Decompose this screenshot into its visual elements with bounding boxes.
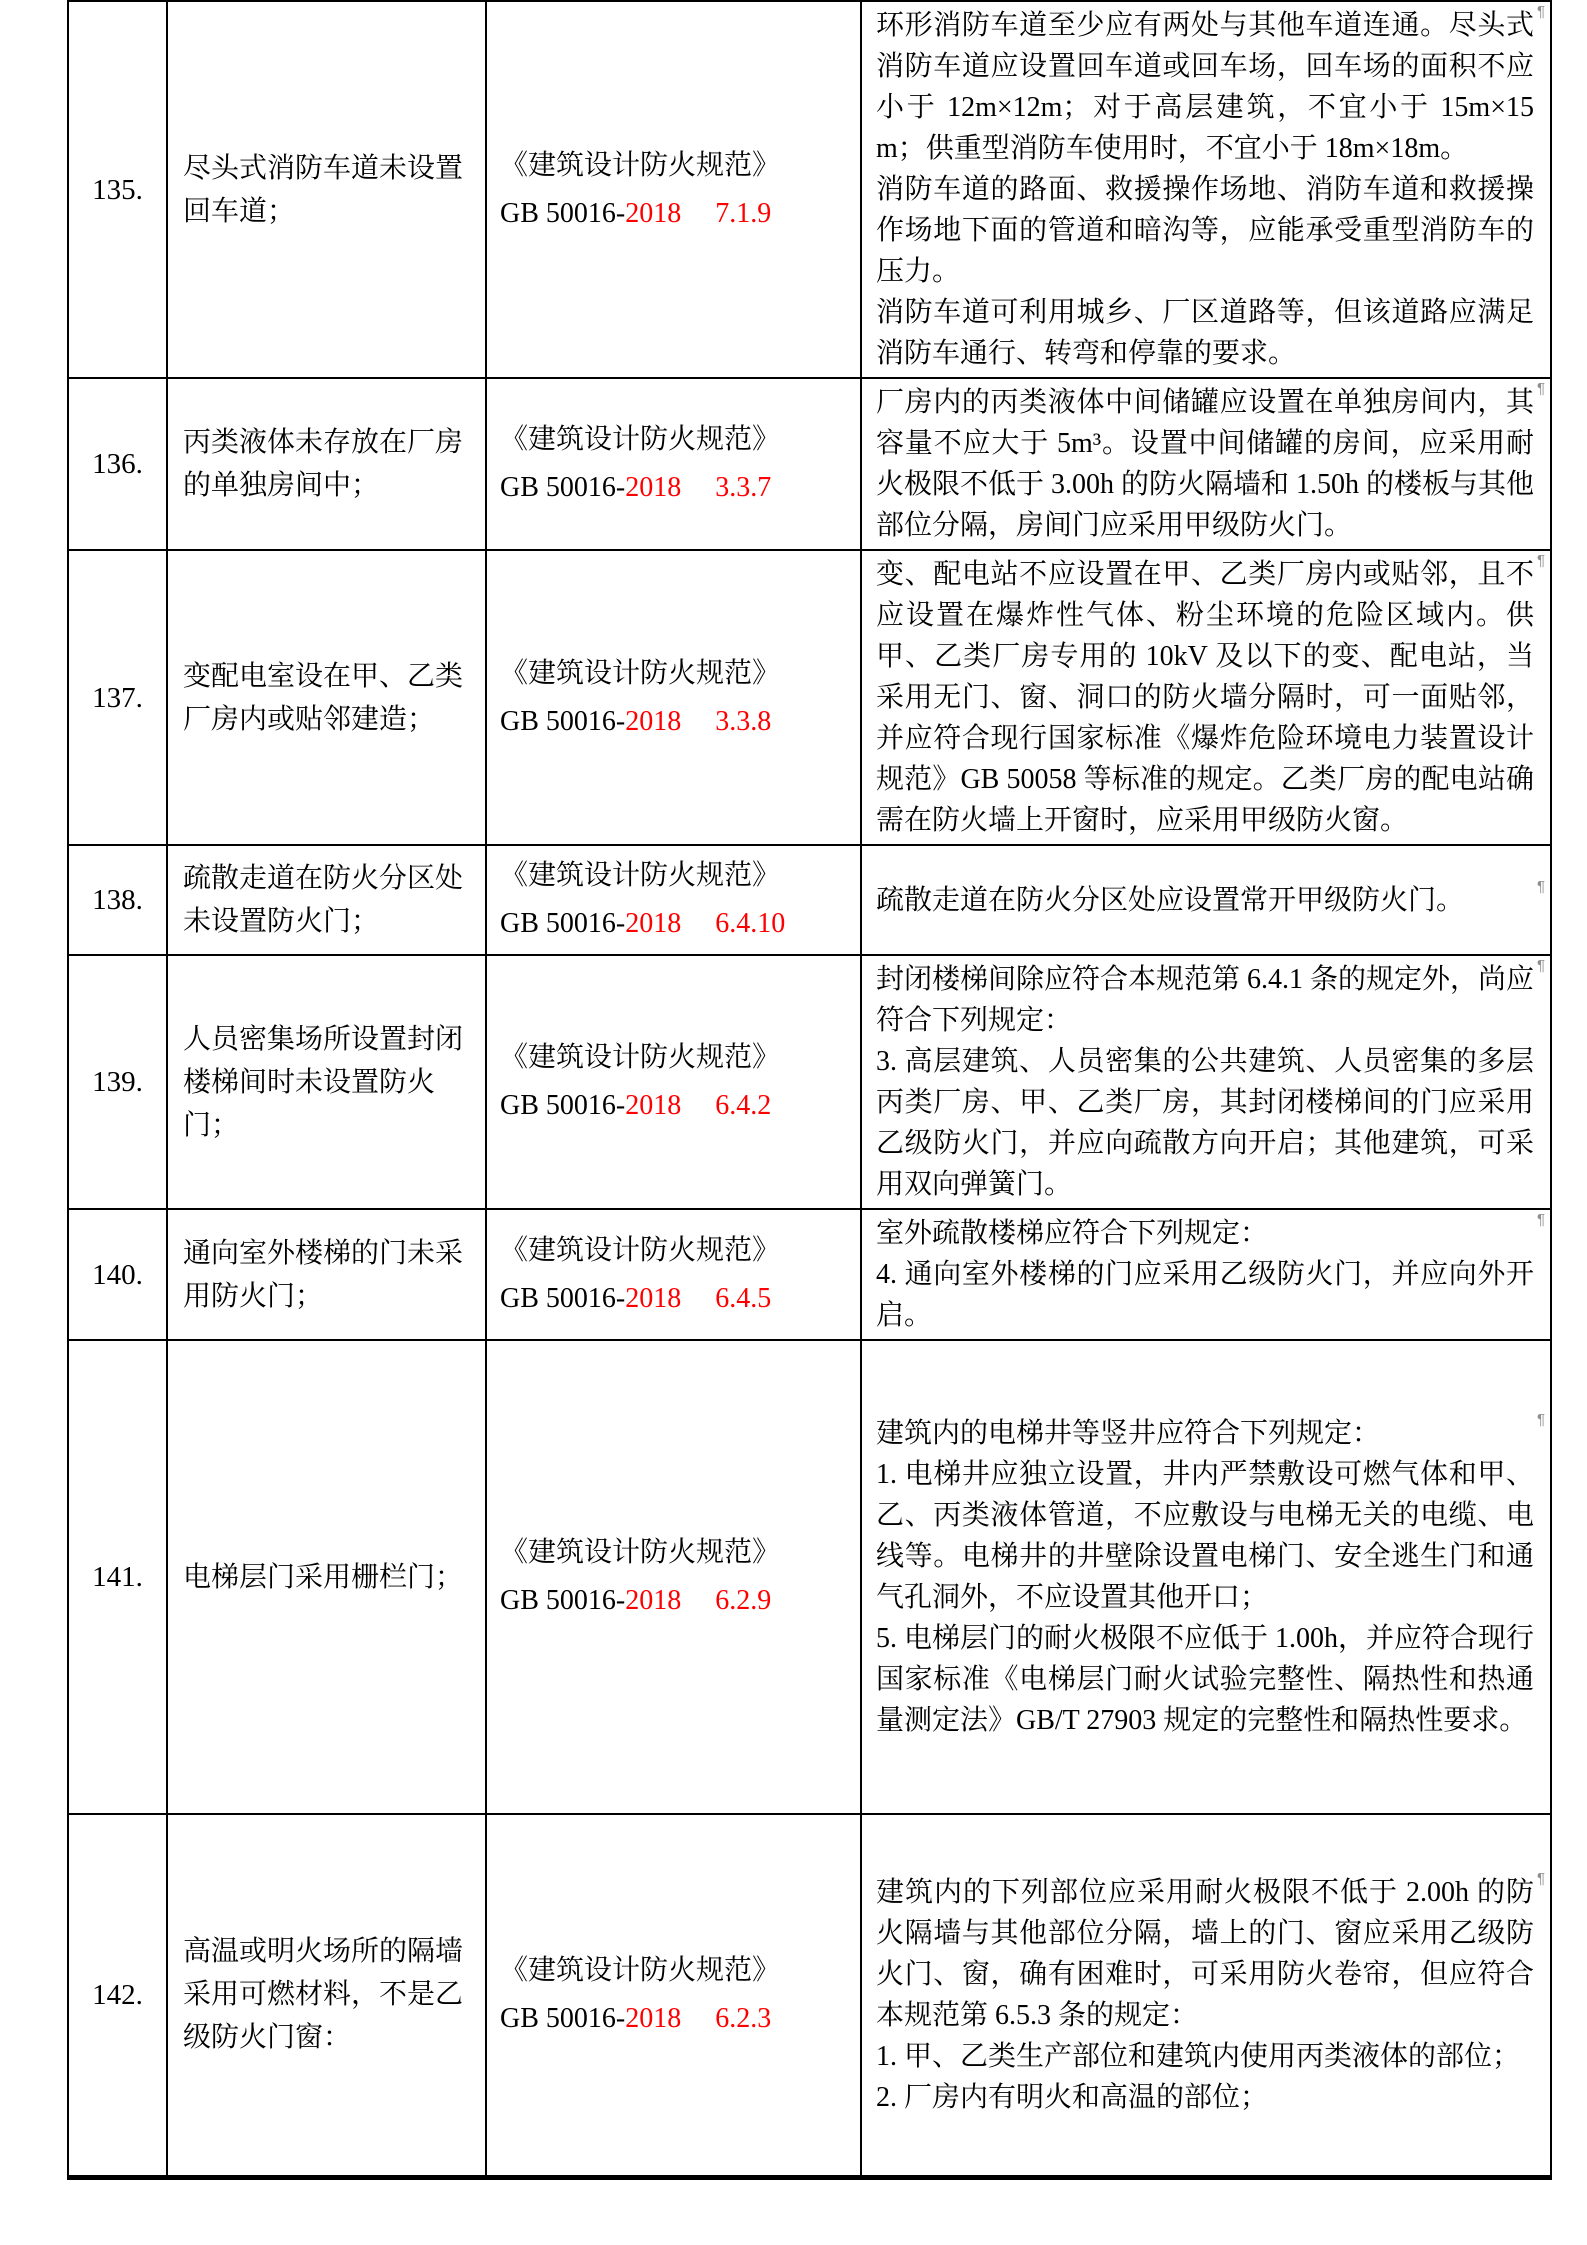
- table-row: [68, 1340, 1551, 1814]
- row-number: 140.: [92, 1258, 143, 1291]
- regulation-section-number: 6.4.5: [715, 1282, 772, 1314]
- regulation-reference-cell: [486, 550, 861, 845]
- row-number: 141.: [92, 1561, 143, 1593]
- requirement-paragraph: 5. 电梯层门的耐火极限不应低于 1.00h，并应符合现行国家标准《电梯层门耐火试验完整性、隔热性和热通量测定法》GB/T 27903 规定的完整性和隔热性要求。: [876, 1623, 1535, 1736]
- requirement-body: [876, 877, 1545, 921]
- regulation-code-prefix: GB 50016-: [500, 1090, 626, 1121]
- regulation-code-prefix: GB 50016-: [500, 472, 626, 503]
- row-number-cell: [68, 550, 167, 845]
- row-number-cell: [68, 1, 167, 378]
- paragraph-mark-icon: ¶: [1536, 3, 1545, 20]
- table-row: [68, 1814, 1551, 2177]
- requirement-cell: [861, 1209, 1551, 1340]
- problem-cell: [167, 955, 486, 1209]
- requirement-paragraph: 3. 高层建筑、人员密集的公共建筑、人员密集的多层丙类厂房、甲、乙类厂房，其封闭楼梯间的门应采用乙级防火门，并应向疏散方向开启；其他建筑，可采用双向弹簧门。: [876, 1046, 1534, 1200]
- requirement-body: [876, 1411, 1545, 1741]
- requirement-cell: [861, 955, 1551, 1209]
- regulation-code-prefix: GB 50016-: [500, 1282, 626, 1314]
- problem-text: 疏散走道在防火分区处未设置防火门；: [183, 863, 464, 937]
- requirement-body: [876, 957, 1545, 1205]
- regulation-reference-cell: [486, 1340, 861, 1814]
- requirement-paragraph: 1. 甲、乙类生产部位和建筑内使用丙类液体的部位；: [876, 2040, 1521, 2072]
- requirement-body: [876, 3, 1545, 374]
- requirement-cell: [861, 378, 1551, 550]
- requirement-body: [876, 1869, 1545, 2118]
- regulation-title: 《建筑设计防火规范》: [500, 1234, 781, 1266]
- regulation-code-year: 2018: [625, 908, 682, 939]
- requirement-paragraph: 建筑内的下列部位应采用耐火极限不低于 2.00h 的防火隔墙与其他部位分隔，墙上的门、窗应采用乙级防火门、窗，确有困难时，可采用防火卷帘，但应符合本规范第 6.5.3 条的规定：: [876, 1876, 1534, 2031]
- requirement-paragraph: 2. 厂房内有明火和高温的部位；: [876, 2081, 1269, 2113]
- requirement-body: [876, 552, 1545, 841]
- table-row: [68, 550, 1551, 845]
- regulation-code-prefix: GB 50016-: [500, 908, 626, 939]
- requirement-cell: [861, 1, 1551, 378]
- regulation-code: [500, 698, 852, 746]
- requirement-paragraph: 环形消防车道至少应有两处与其他车道连通。尽头式消防车道应设置回车道或回车场，回车场的面积不应小于 12m×12m；对于高层建筑，不宜小于 15m×15m；供重型消防车使用时，不宜小于 18m×18m。: [876, 10, 1534, 164]
- regulation-code-year: 2018: [625, 2002, 682, 2034]
- regulation-code: [500, 900, 852, 948]
- row-number-cell: [68, 1209, 167, 1340]
- regulation-title: 《建筑设计防火规范》: [500, 1042, 781, 1073]
- problem-cell: [167, 1340, 486, 1814]
- paragraph-mark-icon: ¶: [1536, 552, 1545, 569]
- row-number: 142.: [92, 1978, 143, 2011]
- requirement-paragraph: 4. 通向室外楼梯的门应采用乙级防火门，并应向外开启。: [876, 1259, 1534, 1331]
- table-row: [68, 845, 1551, 955]
- problem-text: 人员密集场所设置封闭楼梯间时未设置防火门；: [183, 1023, 464, 1141]
- problem-cell: [167, 845, 486, 955]
- regulation-reference-cell: [486, 845, 861, 955]
- regulation-section-number: 6.4.2: [715, 1090, 772, 1121]
- regulation-code: [500, 190, 852, 238]
- regulation-title: 《建筑设计防火规范》: [500, 1537, 781, 1568]
- requirement-cell: [861, 845, 1551, 955]
- regulation-reference-cell: [486, 1814, 861, 2177]
- regulation-code-year: 2018: [625, 1585, 682, 1616]
- regulation-section-number: 3.3.7: [715, 472, 772, 503]
- paragraph-mark-icon: ¶: [1536, 1411, 1545, 1428]
- regulation-title: 《建筑设计防火规范》: [500, 424, 781, 455]
- row-number: 139.: [92, 1066, 143, 1098]
- regulation-section-number: 6.2.9: [715, 1585, 772, 1616]
- regulation-code-year: 2018: [625, 1282, 682, 1314]
- problem-text: 电梯层门采用栅栏门；: [183, 1561, 464, 1593]
- requirement-paragraph: 封闭楼梯间除应符合本规范第 6.4.1 条的规定外，尚应符合下列规定：: [876, 964, 1535, 1036]
- regulations-table: [67, 0, 1552, 2180]
- regulation-reference-cell: [486, 955, 861, 1209]
- regulation-section-number: 6.2.3: [715, 2002, 772, 2034]
- row-number-cell: [68, 378, 167, 550]
- requirement-paragraph: 消防车道的路面、救援操作场地、消防车道和救援操作场地下面的管道和暗沟等，应能承受重型消防车的压力。: [876, 174, 1534, 287]
- row-number-cell: [68, 1340, 167, 1814]
- regulation-reference-cell: [486, 378, 861, 550]
- regulation-code: [500, 464, 852, 512]
- regulation-code-year: 2018: [625, 705, 682, 737]
- regulation-section-number: 6.4.10: [715, 908, 786, 939]
- requirement-paragraph: 建筑内的电梯井等竖井应符合下列规定：: [876, 1418, 1381, 1449]
- requirement-paragraph: 厂房内的丙类液体中间储罐应设置在单独房间内，其容量不应大于 5m³。设置中间储罐的房间，应采用耐火极限不低于 3.00h 的防火隔墙和 1.50h 的楼板与其他部位分隔，房间门应采用甲级防火门。: [876, 387, 1535, 541]
- problem-text: 尽头式消防车道未设置回车道；: [183, 152, 464, 227]
- regulation-title: 《建筑设计防火规范》: [500, 860, 781, 891]
- requirement-paragraph: 消防车道可利用城乡、厂区道路等，但该道路应满足消防车通行、转弯和停靠的要求。: [876, 297, 1534, 369]
- row-number: 135.: [92, 173, 143, 206]
- problem-text: 通向室外楼梯的门未采用防火门；: [183, 1237, 464, 1312]
- regulation-code-prefix: GB 50016-: [500, 1585, 626, 1616]
- table-row: [68, 955, 1551, 1209]
- paragraph-mark-icon: ¶: [1536, 957, 1545, 974]
- regulation-code-prefix: GB 50016-: [500, 197, 626, 229]
- row-number: 138.: [92, 884, 143, 916]
- paragraph-mark-icon: ¶: [1536, 1211, 1545, 1228]
- requirement-paragraph: 1. 电梯井应独立设置，井内严禁敷设可燃气体和甲、乙、丙类液体管道，不应敷设与电梯无关的电缆、电线等。电梯井的井壁除设置电梯门、安全逃生门和通气孔洞外，不应设置其他开口；: [876, 1459, 1534, 1613]
- regulation-code-year: 2018: [625, 1090, 682, 1121]
- regulation-code: [500, 1275, 852, 1323]
- regulation-title: 《建筑设计防火规范》: [500, 657, 781, 689]
- regulation-reference-cell: [486, 1209, 861, 1340]
- row-number-cell: [68, 1814, 167, 2177]
- regulation-reference-cell: [486, 1, 861, 378]
- requirement-cell: [861, 1340, 1551, 1814]
- requirement-cell: [861, 550, 1551, 845]
- regulation-section-number: 7.1.9: [715, 197, 772, 229]
- problem-cell: [167, 550, 486, 845]
- requirement-paragraph: 室外疏散楼梯应符合下列规定：: [876, 1218, 1269, 1249]
- row-number: 137.: [92, 681, 143, 714]
- problem-cell: [167, 1814, 486, 2177]
- regulation-code: [500, 1995, 852, 2043]
- row-number-cell: [68, 845, 167, 955]
- table-row: [68, 1209, 1551, 1340]
- requirement-paragraph: 变、配电站不应设置在甲、乙类厂房内或贴邻，且不应设置在爆炸性气体、粉尘环境的危险区域内。供甲、乙类厂房专用的 10kV 及以下的变、配电站，当采用无门、窗、洞口的防火墙分隔时，可一面贴邻，并应符合现行国家标准《爆炸危险环境电力装置设计规范》GB 50058 等标准的规定。乙类厂房的配电站确需在防火墙上开窗时，应采用甲级防火窗。: [876, 559, 1534, 836]
- regulation-section-number: 3.3.8: [715, 705, 772, 737]
- problem-text: 高温或明火场所的隔墙采用可燃材料，不是乙级防火门窗：: [183, 1936, 464, 2054]
- row-number-cell: [68, 955, 167, 1209]
- paragraph-mark-icon: ¶: [1536, 877, 1545, 895]
- requirement-body: [876, 380, 1545, 546]
- problem-cell: [167, 1, 486, 378]
- regulation-code-prefix: GB 50016-: [500, 705, 626, 737]
- regulation-code: [500, 1577, 852, 1625]
- regulation-code-year: 2018: [625, 472, 682, 503]
- regulation-title: 《建筑设计防火规范》: [500, 149, 781, 181]
- table-row: [68, 1, 1551, 378]
- requirement-paragraph: 疏散走道在防火分区处应设置常开甲级防火门。: [876, 884, 1465, 916]
- regulation-code-prefix: GB 50016-: [500, 2002, 626, 2034]
- problem-text: 丙类液体未存放在厂房的单独房间中；: [183, 427, 464, 501]
- problem-cell: [167, 1209, 486, 1340]
- problem-cell: [167, 378, 486, 550]
- table-row: [68, 378, 1551, 550]
- paragraph-mark-icon: ¶: [1536, 1869, 1545, 1887]
- paragraph-mark-icon: ¶: [1536, 380, 1545, 397]
- regulation-code: [500, 1082, 852, 1130]
- problem-text: 变配电室设在甲、乙类厂房内或贴邻建造；: [183, 660, 464, 735]
- regulation-code-year: 2018: [625, 197, 682, 229]
- regulation-title: 《建筑设计防火规范》: [500, 1954, 781, 1986]
- row-number: 136.: [92, 448, 143, 480]
- requirement-cell: [861, 1814, 1551, 2177]
- requirement-body: [876, 1211, 1545, 1336]
